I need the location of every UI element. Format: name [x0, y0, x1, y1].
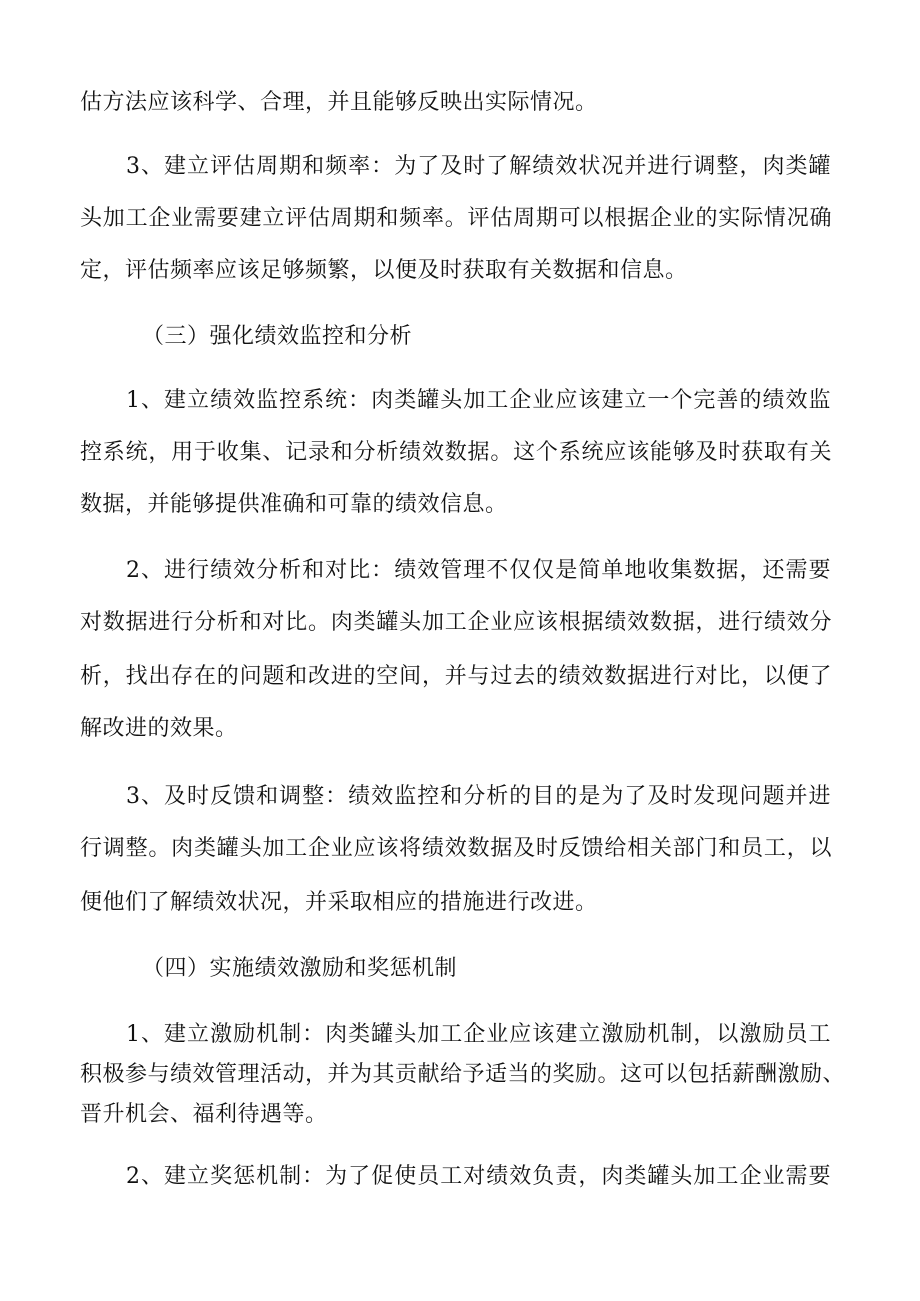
line-text: 1、建立激励机制：肉类罐头加工企业应该建立激励机制，以激励员工: [126, 1022, 831, 1047]
line-text: 估方法应该科学、合理，并且能够反映出实际情况。: [80, 90, 598, 115]
line-text: 3、建立评估周期和频率：为了及时了解绩效状况并进行调整，肉类罐: [126, 154, 831, 179]
line-text: 头加工企业需要建立评估周期和频率。评估周期可以根据企业的实际情况确: [80, 206, 832, 231]
section-heading-text: （四）实施绩效激励和奖惩机制: [142, 956, 458, 981]
line-text: 解改进的效果。: [80, 716, 238, 741]
line-text: 行调整。肉类罐头加工企业应该将绩效数据及时反馈给相关部门和员工，以: [80, 836, 832, 861]
line-text: 控系统，用于收集、记录和分析绩效数据。这个系统应该能够及时获取有关: [80, 440, 832, 465]
line-text: 析，找出存在的问题和改进的空间，并与过去的绩效数据进行对比，以便了: [80, 664, 832, 689]
line-text: 积极参与绩效管理活动，并为其贡献给予适当的奖励。这可以包括薪酬激励、: [80, 1062, 846, 1087]
line-text: 2、进行绩效分析和对比：绩效管理不仅仅是简单地收集数据，还需要: [126, 558, 831, 583]
section-heading-text: （三）强化绩效监控和分析: [142, 324, 413, 349]
line-text: 数据，并能够提供准确和可靠的绩效信息。: [80, 492, 508, 517]
line-text: 对数据进行分析和对比。肉类罐头加工企业应该根据绩效数据，进行绩效分: [80, 610, 832, 635]
line-text: 便他们了解绩效状况，并采取相应的措施进行改进。: [80, 890, 598, 915]
line-text: 1、建立绩效监控系统：肉类罐头加工企业应该建立一个完善的绩效监: [126, 388, 831, 413]
line-text: 定，评估频率应该足够频繁，以便及时获取有关数据和信息。: [80, 258, 688, 283]
line-text: 3、及时反馈和调整：绩效监控和分析的目的是为了及时发现问题并进: [126, 784, 831, 809]
line-text: 晋升机会、福利待遇等。: [80, 1102, 328, 1127]
line-text: 2、建立奖惩机制：为了促使员工对绩效负责，肉类罐头加工企业需要: [126, 1164, 831, 1189]
